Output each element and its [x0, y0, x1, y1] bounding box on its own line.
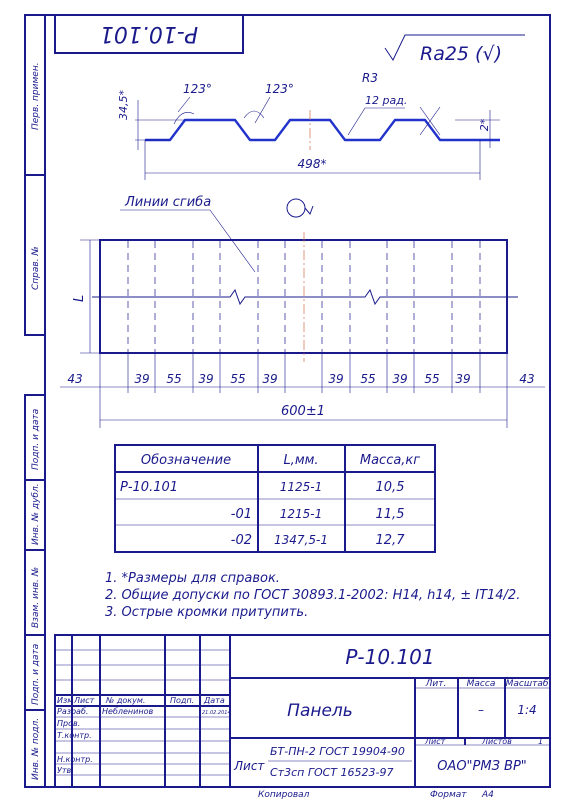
profile-radius-note: 12 рад. — [365, 94, 408, 107]
profile-angle-left: 123° — [183, 82, 212, 96]
material-line-2: Ст3сп ГОСТ 16523-97 — [270, 766, 394, 779]
dim-label: 39 — [328, 372, 344, 386]
lists-value: 1 — [538, 737, 544, 746]
row1-length: 1215-1 — [279, 507, 323, 521]
row1-designation: -01 — [230, 507, 252, 522]
length-label: L — [72, 294, 87, 302]
side-label-3: Инв. № дубл. — [31, 483, 41, 545]
dim-label: 55 — [424, 372, 440, 386]
profile-radius: R3 — [362, 71, 378, 85]
material-line-1: БТ-ПН-2 ГОСТ 19904-90 — [270, 745, 405, 758]
side-label-0: Перв. примен. — [31, 62, 41, 130]
row0-mass: 10,5 — [375, 480, 405, 495]
th-mass: Масса,кг — [359, 453, 421, 468]
plan-view — [60, 195, 545, 428]
side-label-5: Подп. и дата — [31, 643, 41, 705]
dim-label: 55 — [166, 372, 182, 386]
dim-label: 39 — [134, 372, 150, 386]
doc-code: Р-10.101 — [345, 645, 435, 669]
note-3: 3. Острые кромки притупить. — [105, 605, 309, 620]
lists-label: Листов — [482, 737, 512, 746]
role-developer: Разраб. — [57, 707, 89, 716]
row0-designation: Р-10.101 — [120, 480, 179, 495]
profile-height: 34,5* — [117, 90, 130, 120]
format-value: А4 — [482, 790, 494, 800]
variants-table — [115, 445, 435, 552]
dim-label: 43 — [519, 372, 535, 386]
profile-width: 498* — [297, 157, 327, 171]
role-approve: Утв. — [57, 766, 74, 775]
role-norm: Н.контр. — [57, 755, 93, 764]
row2-designation: -02 — [230, 533, 252, 548]
row0-length: 1125-1 — [279, 480, 323, 494]
profile-angle-right: 123° — [265, 82, 294, 96]
col-sign: Подп. — [170, 696, 195, 705]
lit-label: Лит. — [425, 679, 447, 689]
dim-label: 43 — [67, 372, 83, 386]
dim-label: 39 — [455, 372, 471, 386]
row2-length: 1347,5-1 — [274, 533, 328, 547]
col-doc: № докум. — [106, 696, 146, 705]
drawing-frame — [45, 15, 550, 787]
format-label: Формат — [430, 790, 467, 800]
dim-label: 39 — [198, 372, 214, 386]
side-label-4: Взам. инв. № — [31, 566, 41, 628]
top-stamp: Р-10.101 — [99, 21, 199, 46]
developer-name: Небленинов — [102, 707, 154, 716]
side-label-6: Инв. № подл. — [31, 717, 41, 780]
note-2: 2. Общие допуски по ГОСТ 30893.1-2002: H14, h14, ± IT14/2. — [105, 588, 521, 603]
company-name: ОАО"РМЗ ВР" — [437, 759, 527, 774]
scale-label: Масштаб — [505, 679, 549, 689]
col-izm: Изм — [57, 696, 74, 705]
profile-thickness: 2* — [478, 118, 491, 132]
mass-value: – — [478, 703, 484, 717]
scale-value: 1:4 — [517, 703, 537, 717]
dim-label: 55 — [360, 372, 376, 386]
title-block — [55, 635, 550, 787]
dim-label: 39 — [392, 372, 408, 386]
th-designation: Обозначение — [140, 453, 232, 468]
side-label-2: Подп. и дата — [31, 408, 41, 470]
role-checker: Пров. — [57, 719, 81, 728]
total-width: 600±1 — [281, 404, 325, 419]
row1-mass: 11,5 — [375, 507, 405, 522]
roughness-symbol — [385, 35, 525, 65]
note-1: 1. *Размеры для справок. — [105, 571, 280, 586]
dim-label: 55 — [230, 372, 246, 386]
dim-label: 39 — [262, 372, 278, 386]
sheet-label: Лист — [234, 759, 265, 773]
profile-view — [117, 71, 500, 180]
role-tech: Т.контр. — [57, 731, 92, 740]
rotate-symbol-icon — [287, 199, 313, 217]
col-list: Лист — [74, 696, 95, 705]
mass-label: Масса — [466, 679, 496, 689]
th-length: L,мм. — [283, 453, 319, 468]
col-date: Дата — [204, 696, 225, 705]
bend-lines-label: Линии сгиба — [125, 195, 212, 210]
roughness-value: Ra25 (√) — [420, 43, 502, 65]
side-label-1: Справ. № — [31, 246, 41, 290]
list-label: Лист — [425, 737, 446, 746]
part-name: Панель — [287, 701, 353, 721]
copied-label: Копировал — [258, 790, 310, 800]
row2-mass: 12,7 — [375, 533, 405, 548]
developer-date: 21.02.2014 — [202, 710, 231, 716]
